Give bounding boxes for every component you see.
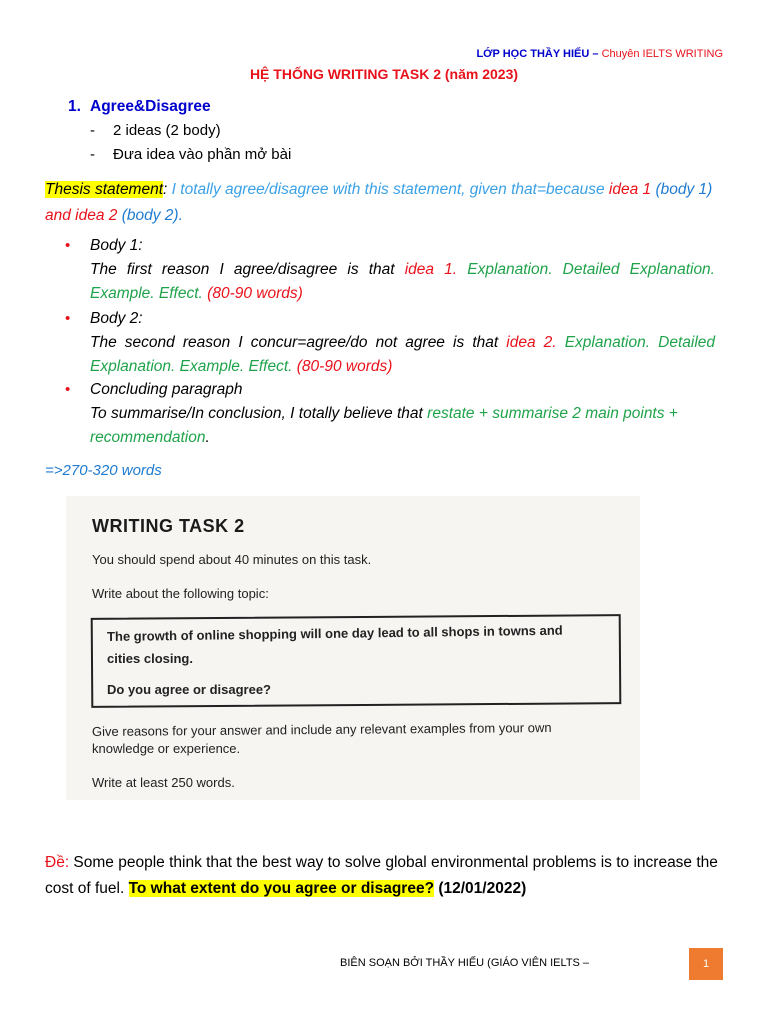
scan-give-reasons-line1: Give reasons for your answer and include any relevant examples from your own <box>91 719 552 739</box>
page-footer: BIÊN SOẠN BỞI THẦY HIẾU (GIÁO VIÊN IELTS – <box>340 957 590 969</box>
body2-lead: The second reason I concur=agree/do not agree is that <box>90 334 507 351</box>
bullet-text-conclusion <box>90 402 715 450</box>
thesis-colon: : <box>163 181 168 198</box>
essay-prompt <box>45 850 735 902</box>
thesis-body2: (body 2) <box>117 207 179 224</box>
body2-word-count: (80-90 words) <box>292 358 393 375</box>
body1-explanation: Explanation. Detailed Explanation. Example. Effect. <box>90 261 715 302</box>
conclusion-end: . <box>205 429 210 446</box>
body2-explanation: Explanation. Detailed Explanation. Example. Effect. <box>90 334 716 375</box>
bullet-label-conclusion: Concluding paragraph <box>90 381 243 398</box>
scan-instruction-time: You should spend about 40 minutes on this task. <box>92 552 372 567</box>
thesis-end: . <box>178 207 183 224</box>
scan-instruction-topic: Write about the following topic: <box>92 586 269 601</box>
section-number: 1. <box>68 98 81 115</box>
header-separator: – <box>589 48 602 60</box>
header-class-name: LỚP HỌC THẦY HIẾU <box>476 48 590 60</box>
scan-topic-line2: cities closing. <box>107 651 193 666</box>
conclusion-lead: To summarise/In conclusion, I totally believe that <box>90 405 428 422</box>
thesis-idea2: and idea 2 <box>45 207 118 224</box>
prompt-question: To what extent do you agree or disagree? <box>128 880 435 897</box>
thesis-statement <box>45 177 735 229</box>
list-item <box>90 146 291 163</box>
page-number-badge <box>689 948 723 980</box>
header-tagline: Chuyên IELTS WRITING <box>601 48 723 60</box>
body1-word-count: (80-90 words) <box>202 285 303 302</box>
thesis-body1: (body 1) <box>651 181 713 198</box>
bullet-icon: • <box>65 310 71 327</box>
page-header <box>476 48 723 60</box>
thesis-text: I totally agree/disagree with this statement, given that=because <box>167 181 609 198</box>
body1-idea: idea 1. <box>404 261 458 278</box>
dash-marker: - <box>90 122 95 139</box>
document-title: HỆ THỐNG WRITING TASK 2 (năm 2023) <box>249 66 519 82</box>
scan-topic-line1: The growth of online shopping will one day lead to all shops in towns and <box>106 622 563 644</box>
body1-lead: The first reason I agree/disagree is that <box>90 261 405 278</box>
bullet-label-body1: Body 1: <box>90 237 143 254</box>
scan-question: Do you agree or disagree? <box>107 682 271 697</box>
writing-task-scan-image <box>66 496 640 800</box>
conclusion-restate: restate + summarise 2 main points + recommendation <box>90 405 678 446</box>
scan-min-words: Write at least 250 words. <box>92 775 235 790</box>
dash-marker: - <box>90 146 95 163</box>
list-item-text: Đưa idea vào phần mở bài <box>113 146 292 163</box>
body2-idea: idea 2. <box>506 334 557 351</box>
prompt-date: (12/01/2022) <box>434 880 527 897</box>
thesis-idea1: idea 1 <box>608 181 652 198</box>
section-heading <box>68 98 211 116</box>
section-title: Agree&Disagree <box>90 98 211 115</box>
scan-give-reasons-line2: knowledge or experience. <box>92 741 241 756</box>
scan-heading: WRITING TASK 2 <box>92 516 245 536</box>
prompt-label: Đề: <box>45 854 70 871</box>
bullet-label-body2: Body 2: <box>90 310 143 327</box>
bullet-icon: • <box>65 381 71 398</box>
page-number: 1 <box>702 958 710 970</box>
word-count-note: =>270-320 words <box>45 462 162 479</box>
list-item <box>90 122 221 139</box>
prompt-text: Some people think that the best way to solve global environmental problems is to increase the cost of fuel. <box>45 854 718 897</box>
bullet-text-body1 <box>90 258 715 306</box>
bullet-icon: • <box>65 237 71 254</box>
bullet-text-body2 <box>90 331 715 379</box>
thesis-label: Thesis statement <box>45 181 164 198</box>
list-item-text: 2 ideas (2 body) <box>113 122 221 139</box>
